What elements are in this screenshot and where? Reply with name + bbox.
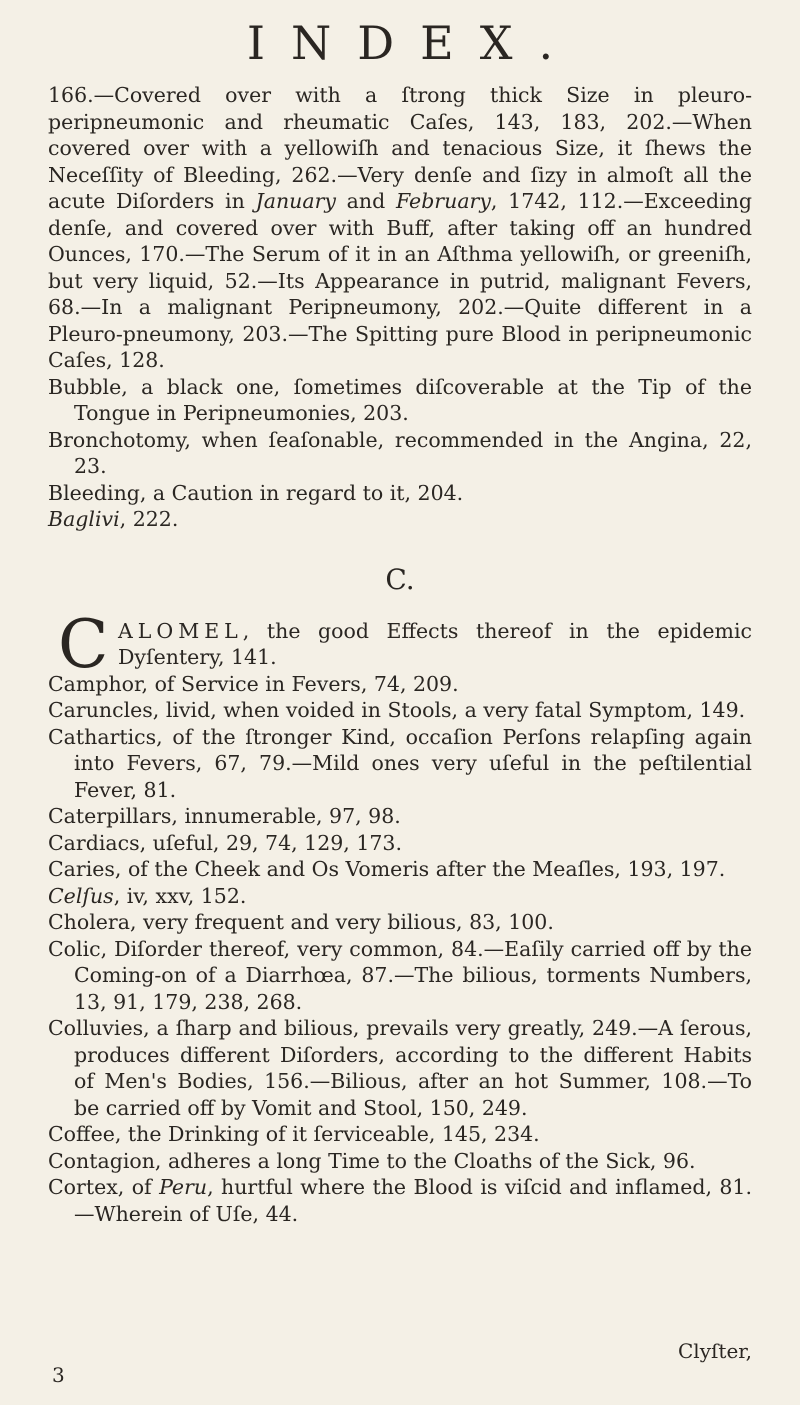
index-entry-cathartics: Cathartics, of the ſtronger Kind, occaſion Perſons relapſing again into Fevers, 67, 79.—Mild ones very uſeful in the peſtilential Fever, 81.: [48, 724, 752, 802]
index-entry-contagion: Contagion, adheres a long Time to the Cloaths of the Sick, 96.: [48, 1148, 696, 1173]
index-entry-caterpillars: Caterpillars, innumerable, 97, 98.: [48, 804, 401, 828]
catchword: Clyſter,: [678, 1339, 752, 1363]
index-entry-calomel: C ALOMEL, the good Effects thereof in the epidemic Dyſentery, 141.: [58, 605, 752, 683]
index-entry-baglivi: Baglivi, 222.: [48, 507, 179, 531]
index-entry-colluvies: Colluvies, a ſharp and bilious, prevails very greatly, 249.—A ſerous, produces different Diſorders, according to the different Habits of Men's Bodies, 156.—Bilious, after an hot Summer, 108.—To be carried off by Vomit and Stool, 150, 249.: [48, 1016, 752, 1120]
section-letter-c: C.: [385, 562, 415, 596]
drop-cap: C: [58, 605, 109, 683]
index-entry-colic: Colic, Diſorder thereof, very common, 84.—Eaſily carried off by the Coming-on of a Diarrhœa, 87.—The bilious, torments Numbers, 13, 91, 179, 238, 268.: [48, 936, 752, 1014]
index-entry-cortex: Cortex, of Peru, hurtful where the Blood is viſcid and inflamed, 81.—Wherein of Uſe, 44.: [48, 1175, 752, 1226]
signature-mark: 3: [52, 1363, 65, 1387]
index-entry-caruncles: Caruncles, livid, when voided in Stools, a very fatal Symptom, 149.: [48, 698, 746, 722]
running-head: INDEX.: [246, 16, 580, 70]
page-footer: [0, 1339, 800, 1405]
index-entries-b: [48, 82, 752, 533]
index-entry-cholera: Cholera, very frequent and very bilious, 83, 100.: [48, 910, 554, 934]
index-entry-caries: Caries, of the Cheek and Os Vomeris after the Meaſles, 193, 197.: [48, 857, 726, 881]
index-entries-c: [48, 605, 752, 1228]
index-entry-celsus: Celſus, iv, xxv, 152.: [48, 883, 247, 908]
index-entry-coffee: Coffee, the Drinking of it ſerviceable, 145, 234.: [48, 1122, 540, 1146]
index-entry-bleeding: Bleeding, a Caution in regard to it, 204.: [48, 480, 464, 505]
index-entry-camphor: Camphor, of Service in Fevers, 74, 209.: [48, 671, 459, 696]
index-entry-cardiacs: Cardiacs, uſeful, 29, 74, 129, 173.: [48, 830, 402, 855]
index-entry-blood-continued: 166.—Covered over with a ſtrong thick Size in pleuro-peripneumonic and rheumatic Caſes, 143, 183, 202.—When covered over with a yellowiſh and tenacious Size, it ſhews the Neceſſity of Bleeding, 262.—Very denſe and ſizy in almoſt all the acute Diſorders in January and February, 1742, 112.—Exceeding denſe, and covered over with Buff, after taking off an hundred Ounces, 170.—The Serum of it in an Aſthma yellowiſh, or greeniſh, but very liquid, 52.—Its Appearance in putrid, malignant Fevers, 68.—In a malignant Peripneumony, 202.—Quite different in a Pleuro-pneumony, 203.—The Spitting pure Blood in peripneumonic Caſes, 128.: [48, 83, 752, 372]
index-entry-bronchotomy: Bronchotomy, when ſeaſonable, recommended in the Angina, 22, 23.: [48, 427, 752, 478]
index-entry-bubble: Bubble, a black one, ſometimes diſcoverable at the Tip of the Tongue in Peripneumonies, 203.: [48, 374, 752, 425]
